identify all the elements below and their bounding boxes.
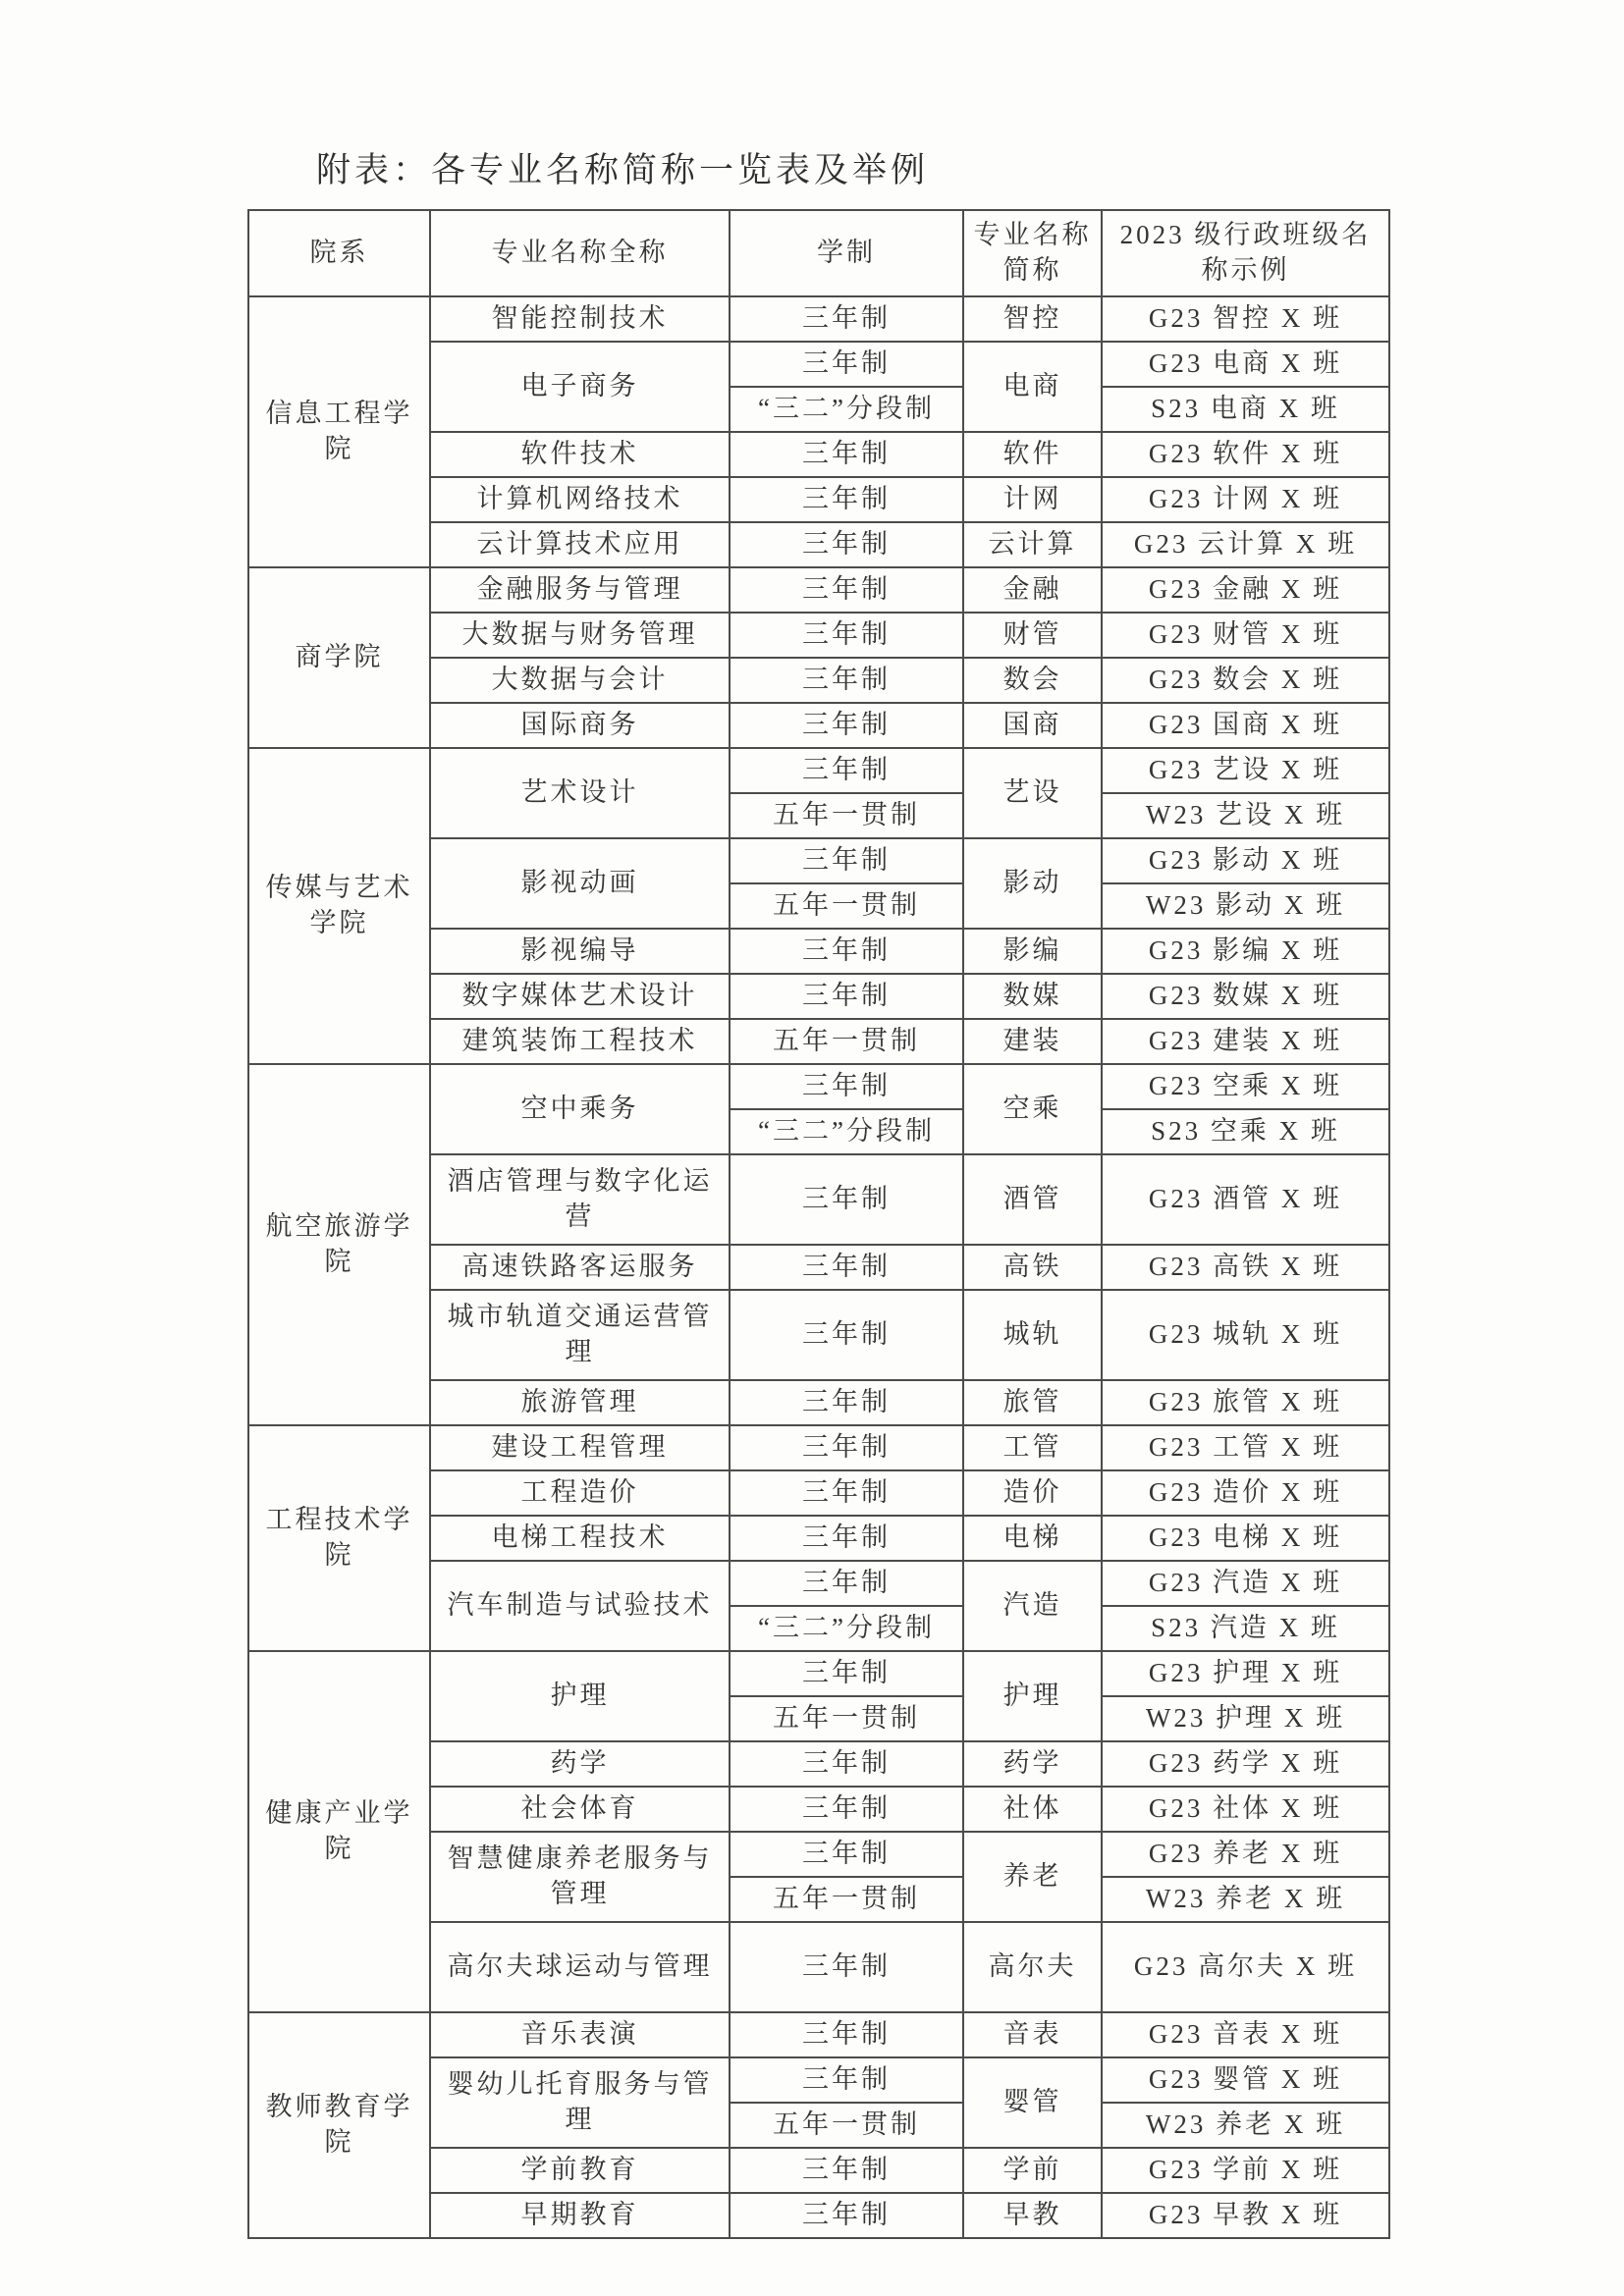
example-cell: G23 电商 X 班 bbox=[1102, 342, 1389, 387]
abbr-cell: 数会 bbox=[963, 658, 1102, 703]
duration-cell: 三年制 bbox=[730, 342, 963, 387]
example-cell: G23 养老 X 班 bbox=[1102, 1832, 1389, 1877]
duration-cell: “三二”分段制 bbox=[730, 1606, 963, 1651]
duration-cell: 五年一贯制 bbox=[730, 793, 963, 838]
major-name-cell: 数字媒体艺术设计 bbox=[430, 974, 730, 1019]
major-name-cell: 电子商务 bbox=[430, 342, 730, 432]
example-cell: W23 影动 X 班 bbox=[1102, 883, 1389, 929]
duration-cell: 三年制 bbox=[730, 1922, 963, 2012]
example-cell: W23 艺设 X 班 bbox=[1102, 793, 1389, 838]
abbr-cell: 学前 bbox=[963, 2148, 1102, 2193]
duration-cell: 三年制 bbox=[730, 1787, 963, 1832]
duration-cell: 三年制 bbox=[730, 1470, 963, 1516]
major-name-cell: 云计算技术应用 bbox=[430, 522, 730, 567]
duration-cell: 三年制 bbox=[730, 658, 963, 703]
major-name-cell: 金融服务与管理 bbox=[430, 567, 730, 613]
table-row bbox=[248, 567, 1389, 613]
major-name-cell: 空中乘务 bbox=[430, 1064, 730, 1154]
example-cell: G23 智控 X 班 bbox=[1102, 296, 1389, 342]
major-name-cell: 城市轨道交通运营管理 bbox=[430, 1290, 730, 1380]
duration-cell: “三二”分段制 bbox=[730, 387, 963, 432]
abbr-cell: 造价 bbox=[963, 1470, 1102, 1516]
table-row bbox=[248, 296, 1389, 342]
major-name-cell: 汽车制造与试验技术 bbox=[430, 1561, 730, 1651]
table-row bbox=[248, 2012, 1389, 2057]
abbr-cell: 早教 bbox=[963, 2193, 1102, 2238]
table-header-row bbox=[248, 210, 1389, 296]
example-cell: G23 影编 X 班 bbox=[1102, 929, 1389, 974]
duration-cell: 三年制 bbox=[730, 1832, 963, 1877]
example-cell: G23 数媒 X 班 bbox=[1102, 974, 1389, 1019]
abbr-cell: 建装 bbox=[963, 1019, 1102, 1064]
department-cell: 商学院 bbox=[248, 567, 430, 748]
page-title: 附表：各专业名称简称一览表及举例 bbox=[316, 151, 930, 189]
example-cell: G23 国商 X 班 bbox=[1102, 703, 1389, 748]
duration-cell: 三年制 bbox=[730, 2012, 963, 2057]
abbr-cell: 影编 bbox=[963, 929, 1102, 974]
major-name-cell: 高尔夫球运动与管理 bbox=[430, 1922, 730, 2012]
example-cell: S23 电商 X 班 bbox=[1102, 387, 1389, 432]
example-cell: G23 早教 X 班 bbox=[1102, 2193, 1389, 2238]
example-cell: G23 建装 X 班 bbox=[1102, 1019, 1389, 1064]
example-cell: G23 音表 X 班 bbox=[1102, 2012, 1389, 2057]
abbr-cell: 护理 bbox=[963, 1651, 1102, 1741]
example-cell: G23 计网 X 班 bbox=[1102, 477, 1389, 522]
department-cell: 健康产业学院 bbox=[248, 1651, 430, 2012]
major-name-cell: 大数据与财务管理 bbox=[430, 613, 730, 658]
major-name-cell: 计算机网络技术 bbox=[430, 477, 730, 522]
duration-cell: 三年制 bbox=[730, 2193, 963, 2238]
abbr-cell: 财管 bbox=[963, 613, 1102, 658]
abbr-cell: 城轨 bbox=[963, 1290, 1102, 1380]
major-name-cell: 电梯工程技术 bbox=[430, 1516, 730, 1561]
duration-cell: 三年制 bbox=[730, 477, 963, 522]
duration-cell: 三年制 bbox=[730, 1380, 963, 1425]
major-name-cell: 建设工程管理 bbox=[430, 1425, 730, 1470]
major-name-cell: 护理 bbox=[430, 1651, 730, 1741]
duration-cell: 五年一贯制 bbox=[730, 2103, 963, 2148]
example-cell: G23 高铁 X 班 bbox=[1102, 1245, 1389, 1290]
abbr-cell: 云计算 bbox=[963, 522, 1102, 567]
abbr-cell: 金融 bbox=[963, 567, 1102, 613]
major-name-cell: 影视编导 bbox=[430, 929, 730, 974]
duration-cell: 三年制 bbox=[730, 748, 963, 793]
example-cell: G23 造价 X 班 bbox=[1102, 1470, 1389, 1516]
duration-cell: 三年制 bbox=[730, 2148, 963, 2193]
abbr-cell: 汽造 bbox=[963, 1561, 1102, 1651]
major-name-cell: 旅游管理 bbox=[430, 1380, 730, 1425]
abbr-cell: 数媒 bbox=[963, 974, 1102, 1019]
example-cell: G23 旅管 X 班 bbox=[1102, 1380, 1389, 1425]
duration-cell: 五年一贯制 bbox=[730, 883, 963, 929]
example-cell: G23 药学 X 班 bbox=[1102, 1741, 1389, 1787]
major-name-cell: 影视动画 bbox=[430, 838, 730, 929]
example-cell: G23 影动 X 班 bbox=[1102, 838, 1389, 883]
major-name-cell: 社会体育 bbox=[430, 1787, 730, 1832]
duration-cell: “三二”分段制 bbox=[730, 1109, 963, 1154]
major-name-cell: 高速铁路客运服务 bbox=[430, 1245, 730, 1290]
duration-cell: 三年制 bbox=[730, 522, 963, 567]
department-cell: 信息工程学院 bbox=[248, 296, 430, 567]
duration-cell: 三年制 bbox=[730, 1516, 963, 1561]
table-row bbox=[248, 1064, 1389, 1109]
abbr-cell: 药学 bbox=[963, 1741, 1102, 1787]
example-cell: S23 空乘 X 班 bbox=[1102, 1109, 1389, 1154]
department-cell: 航空旅游学院 bbox=[248, 1064, 430, 1425]
duration-cell: 三年制 bbox=[730, 929, 963, 974]
abbr-cell: 电商 bbox=[963, 342, 1102, 432]
abbr-cell: 空乘 bbox=[963, 1064, 1102, 1154]
header-example: 2023 级行政班级名称示例 bbox=[1102, 210, 1389, 296]
major-name-cell: 智能控制技术 bbox=[430, 296, 730, 342]
abbr-cell: 婴管 bbox=[963, 2057, 1102, 2148]
example-cell: W23 养老 X 班 bbox=[1102, 1877, 1389, 1922]
example-cell: G23 汽造 X 班 bbox=[1102, 1561, 1389, 1606]
example-cell: S23 汽造 X 班 bbox=[1102, 1606, 1389, 1651]
department-cell: 教师教育学院 bbox=[248, 2012, 430, 2238]
duration-cell: 五年一贯制 bbox=[730, 1877, 963, 1922]
abbr-cell: 社体 bbox=[963, 1787, 1102, 1832]
abbr-cell: 酒管 bbox=[963, 1154, 1102, 1245]
major-name-cell: 大数据与会计 bbox=[430, 658, 730, 703]
duration-cell: 三年制 bbox=[730, 1154, 963, 1245]
abbr-cell: 音表 bbox=[963, 2012, 1102, 2057]
major-name-cell: 国际商务 bbox=[430, 703, 730, 748]
abbr-cell: 养老 bbox=[963, 1832, 1102, 1922]
example-cell: G23 学前 X 班 bbox=[1102, 2148, 1389, 2193]
duration-cell: 三年制 bbox=[730, 296, 963, 342]
major-name-cell: 音乐表演 bbox=[430, 2012, 730, 2057]
abbr-cell: 旅管 bbox=[963, 1380, 1102, 1425]
example-cell: G23 财管 X 班 bbox=[1102, 613, 1389, 658]
abbr-cell: 国商 bbox=[963, 703, 1102, 748]
table-row bbox=[248, 748, 1389, 793]
duration-cell: 三年制 bbox=[730, 2057, 963, 2103]
table-row bbox=[248, 1425, 1389, 1470]
table-row bbox=[248, 1651, 1389, 1696]
example-cell: G23 数会 X 班 bbox=[1102, 658, 1389, 703]
duration-cell: 三年制 bbox=[730, 1425, 963, 1470]
duration-cell: 五年一贯制 bbox=[730, 1696, 963, 1741]
example-cell: W23 养老 X 班 bbox=[1102, 2103, 1389, 2148]
major-name-cell: 智慧健康养老服务与管理 bbox=[430, 1832, 730, 1922]
duration-cell: 三年制 bbox=[730, 1741, 963, 1787]
duration-cell: 三年制 bbox=[730, 974, 963, 1019]
example-cell: G23 云计算 X 班 bbox=[1102, 522, 1389, 567]
header-duration: 学制 bbox=[730, 210, 963, 296]
major-name-cell: 药学 bbox=[430, 1741, 730, 1787]
duration-cell: 三年制 bbox=[730, 567, 963, 613]
abbr-cell: 工管 bbox=[963, 1425, 1102, 1470]
abbr-cell: 高铁 bbox=[963, 1245, 1102, 1290]
major-name-cell: 酒店管理与数字化运营 bbox=[430, 1154, 730, 1245]
duration-cell: 三年制 bbox=[730, 613, 963, 658]
duration-cell: 五年一贯制 bbox=[730, 1019, 963, 1064]
abbr-cell: 电梯 bbox=[963, 1516, 1102, 1561]
duration-cell: 三年制 bbox=[730, 838, 963, 883]
major-name-cell: 工程造价 bbox=[430, 1470, 730, 1516]
abbr-cell: 影动 bbox=[963, 838, 1102, 929]
example-cell: G23 城轨 X 班 bbox=[1102, 1290, 1389, 1380]
example-cell: W23 护理 X 班 bbox=[1102, 1696, 1389, 1741]
major-name-cell: 软件技术 bbox=[430, 432, 730, 477]
example-cell: G23 婴管 X 班 bbox=[1102, 2057, 1389, 2103]
example-cell: G23 艺设 X 班 bbox=[1102, 748, 1389, 793]
duration-cell: 三年制 bbox=[730, 1290, 963, 1380]
abbr-cell: 软件 bbox=[963, 432, 1102, 477]
majors-abbreviation-table bbox=[247, 209, 1390, 2239]
major-name-cell: 早期教育 bbox=[430, 2193, 730, 2238]
example-cell: G23 工管 X 班 bbox=[1102, 1425, 1389, 1470]
duration-cell: 三年制 bbox=[730, 1064, 963, 1109]
example-cell: G23 空乘 X 班 bbox=[1102, 1064, 1389, 1109]
major-name-cell: 建筑装饰工程技术 bbox=[430, 1019, 730, 1064]
duration-cell: 三年制 bbox=[730, 1561, 963, 1606]
abbr-cell: 计网 bbox=[963, 477, 1102, 522]
abbr-cell: 高尔夫 bbox=[963, 1922, 1102, 2012]
header-major-full: 专业名称全称 bbox=[430, 210, 730, 296]
example-cell: G23 电梯 X 班 bbox=[1102, 1516, 1389, 1561]
example-cell: G23 护理 X 班 bbox=[1102, 1651, 1389, 1696]
major-name-cell: 艺术设计 bbox=[430, 748, 730, 838]
duration-cell: 三年制 bbox=[730, 432, 963, 477]
header-department: 院系 bbox=[248, 210, 430, 296]
example-cell: G23 社体 X 班 bbox=[1102, 1787, 1389, 1832]
duration-cell: 三年制 bbox=[730, 1651, 963, 1696]
duration-cell: 三年制 bbox=[730, 703, 963, 748]
example-cell: G23 软件 X 班 bbox=[1102, 432, 1389, 477]
example-cell: G23 酒管 X 班 bbox=[1102, 1154, 1389, 1245]
example-cell: G23 高尔夫 X 班 bbox=[1102, 1922, 1389, 2012]
abbr-cell: 智控 bbox=[963, 296, 1102, 342]
department-cell: 工程技术学院 bbox=[248, 1425, 430, 1651]
header-major-abbr: 专业名称简称 bbox=[963, 210, 1102, 296]
department-cell: 传媒与艺术学院 bbox=[248, 748, 430, 1064]
duration-cell: 三年制 bbox=[730, 1245, 963, 1290]
abbr-cell: 艺设 bbox=[963, 748, 1102, 838]
major-name-cell: 学前教育 bbox=[430, 2148, 730, 2193]
example-cell: G23 金融 X 班 bbox=[1102, 567, 1389, 613]
major-name-cell: 婴幼儿托育服务与管理 bbox=[430, 2057, 730, 2148]
